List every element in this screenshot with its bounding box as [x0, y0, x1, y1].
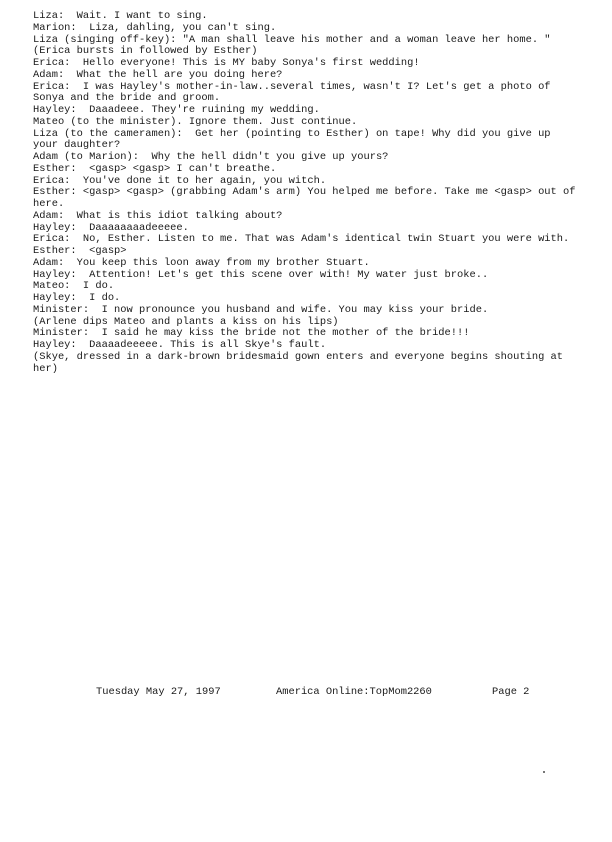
transcript-line: Adam (to Marion): Why the hell didn't you give up yours?	[33, 151, 389, 163]
page-footer	[96, 686, 529, 698]
transcript-line: (Skye, dressed in a dark-brown bridesmaid gown enters and everyone begins shouting at her)	[33, 350, 570, 375]
transcript-line: Hayley: I do.	[33, 292, 121, 304]
transcript-line: Erica: Hello everyone! This is MY baby Sonya's first wedding!	[33, 57, 420, 69]
transcript-line: Minister: I now pronounce you husband and wife. You may kiss your bride.	[33, 303, 489, 316]
transcript-line: Minister: I said he may kiss the bride not the mother of the bride!!!	[33, 327, 470, 340]
transcript-line: Mateo (to the minister). Ignore them. Just continue.	[33, 115, 358, 128]
transcript-line: Esther: <gasp> <gasp> (grabbing Adam's arm) You helped me before. Take me <gasp> out of here.	[33, 186, 582, 210]
transcript-line: Erica: You've done it to her again, you witch.	[33, 174, 327, 187]
transcript-line: Hayley: Attention! Let's get this scene over with! My water just broke..	[33, 268, 489, 281]
transcript-line: Liza: Wait. I want to sing.	[33, 10, 208, 22]
footer-page-number: Page 2	[492, 686, 530, 698]
transcript-line: Erica: No, Esther. Listen to me. That was Adam's identical twin Stuart you were with.	[33, 233, 570, 246]
transcript-line: Hayley: Daaadeee. They're ruining my wedding.	[33, 104, 320, 116]
transcript-line: Adam: What is this idiot talking about?	[33, 209, 283, 222]
footer-source: America Online:TopMom2260	[276, 686, 432, 698]
transcript	[33, 10, 582, 375]
footer-date: Tuesday May 27, 1997	[96, 686, 221, 698]
transcript-line: Liza (to the cameramen): Get her (pointing to Esther) on tape! Why did you give up your daughter?	[33, 127, 557, 152]
transcript-line: Liza (singing off-key): "A man shall leave his mother and a woman leave her home. "	[33, 33, 551, 46]
transcript-line: Hayley: Daaaadeeeee. This is all Skye's fault.	[33, 339, 327, 351]
transcript-line: (Erica bursts in followed by Esther)	[33, 45, 258, 58]
transcript-line: Hayley: Daaaaaaaadeeeee.	[33, 221, 189, 234]
scan-speck	[543, 771, 545, 773]
transcript-line: (Arlene dips Mateo and plants a kiss on his lips)	[33, 315, 339, 328]
transcript-line: Mateo: I do.	[33, 280, 115, 293]
transcript-line: Esther: <gasp>	[33, 245, 127, 257]
transcript-line: Esther: <gasp> <gasp> I can't breathe.	[33, 162, 277, 175]
transcript-line: Marion: Liza, dahling, you can't sing.	[33, 21, 277, 34]
transcript-line: Adam: You keep this loon away from my brother Stuart.	[33, 256, 370, 269]
transcript-line: Erica: I was Hayley's mother-in-law..several times, wasn't I? Let's get a photo of Sonya and the bride and groom.	[33, 80, 557, 105]
transcript-line: Adam: What the hell are you doing here?	[33, 68, 283, 81]
